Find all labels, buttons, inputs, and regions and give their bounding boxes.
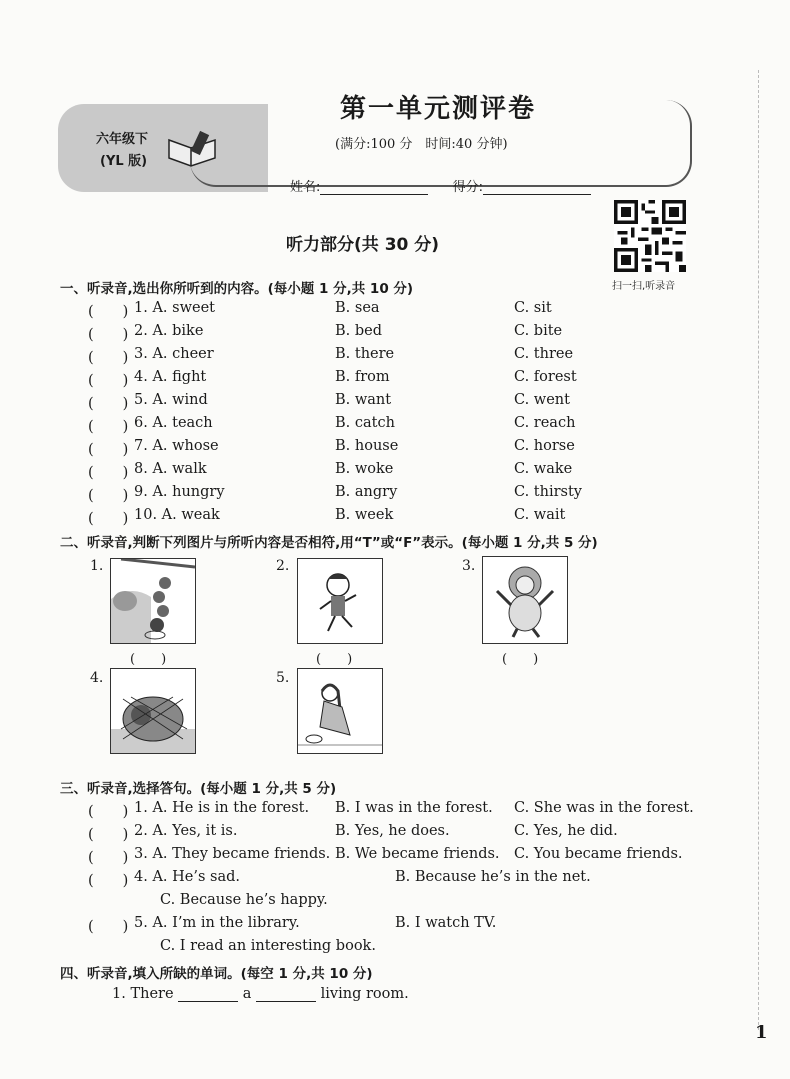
pic2-number: 2.: [276, 558, 290, 574]
section3-heading: 三、听录音,选择答句。(每小题 1 分,共 5 分): [60, 781, 337, 797]
name-label: 姓名:: [290, 180, 321, 195]
list-item: ( ) 5. A. wind B. want C. went: [88, 392, 570, 412]
list-item: ( ) 2. A. bike B. bed C. bite: [88, 323, 563, 343]
grade-label: 六年级下: [96, 132, 149, 147]
list-item: ( ) 2. A. Yes, it is. B. Yes, he does. C. Yes, he did.: [88, 823, 618, 843]
section1-heading: 一、听录音,选出你所听到的内容。(每小题 1 分,共 10 分): [60, 281, 414, 297]
list-item: ( ) 1. A. sweet B. sea C. sit: [88, 300, 552, 320]
qr-code-icon: [614, 200, 686, 272]
pic1-number: 1.: [90, 558, 104, 574]
list-item: ( ) 4. A. He’s sad. B. Because he’s in the net.: [88, 869, 591, 889]
pic1-answer[interactable]: ( ): [130, 652, 167, 667]
list-item: ( ) 7. A. whose B. house C. horse: [88, 438, 575, 458]
list-item: ( ) 3. A. They became friends. B. We became friends. C. You became friends.: [88, 846, 683, 866]
pic5-number: 5.: [276, 670, 290, 686]
pic3-answer[interactable]: ( ): [502, 652, 539, 667]
list-item: ( ) 1. A. He is in the forest. B. I was in the forest. C. She was in the forest.: [88, 800, 694, 820]
pic3-number: 3.: [462, 558, 476, 574]
picture-1-monkeys: [110, 558, 196, 644]
qr-caption: 扫一扫,听录音: [612, 281, 676, 292]
fill-blank-line-1: 1. There a living room.: [112, 986, 409, 1002]
section4-heading: 四、听录音,填入所缺的单词。(每空 1 分,共 10 分): [60, 966, 373, 982]
list-item-continued: C. I read an interesting book.: [160, 938, 376, 954]
name-field[interactable]: [320, 194, 428, 195]
list-item-continued: C. Because he’s happy.: [160, 892, 328, 908]
picture-4-lion-in-net: [110, 668, 196, 754]
picture-5-girl-sitting: [297, 668, 383, 754]
list-item: ( ) 5. A. I’m in the library. B. I watch TV.: [88, 915, 497, 935]
list-item: ( ) 4. A. fight B. from C. forest: [88, 369, 577, 389]
score-label: 得分:: [452, 180, 484, 195]
blank-1[interactable]: [178, 1001, 238, 1002]
pic2-answer[interactable]: ( ): [316, 652, 353, 667]
picture-2-boy-running: [297, 558, 383, 644]
page-title: 第一单元测评卷: [340, 94, 537, 124]
list-item: ( ) 6. A. teach B. catch C. reach: [88, 415, 576, 435]
list-item: ( ) 3. A. cheer B. there C. three: [88, 346, 574, 366]
list-item: ( ) 8. A. walk B. woke C. wake: [88, 461, 573, 481]
section2-heading: 二、听录音,判断下列图片与所听内容是否相符,用“T”或“F”表示。(每小题 1 分,共 5 分): [60, 535, 598, 551]
blank-2[interactable]: [256, 1001, 316, 1002]
edition-label: (YL 版): [100, 154, 148, 169]
score-time-info: (满分:100 分 时间:40 分钟): [335, 137, 508, 152]
name-score-bar: [290, 176, 591, 195]
pic4-number: 4.: [90, 670, 104, 686]
score-field[interactable]: [483, 194, 591, 195]
list-item: ( ) 9. A. hungry B. angry C. thirsty: [88, 484, 582, 504]
part-title: 听力部分(共 30 分): [286, 235, 440, 255]
section1-list: [0, 300, 790, 530]
picture-3-lion: [482, 556, 568, 644]
list-item: ( ) 10. A. weak B. week C. wait: [88, 507, 566, 527]
page-number: 1: [755, 1022, 768, 1043]
